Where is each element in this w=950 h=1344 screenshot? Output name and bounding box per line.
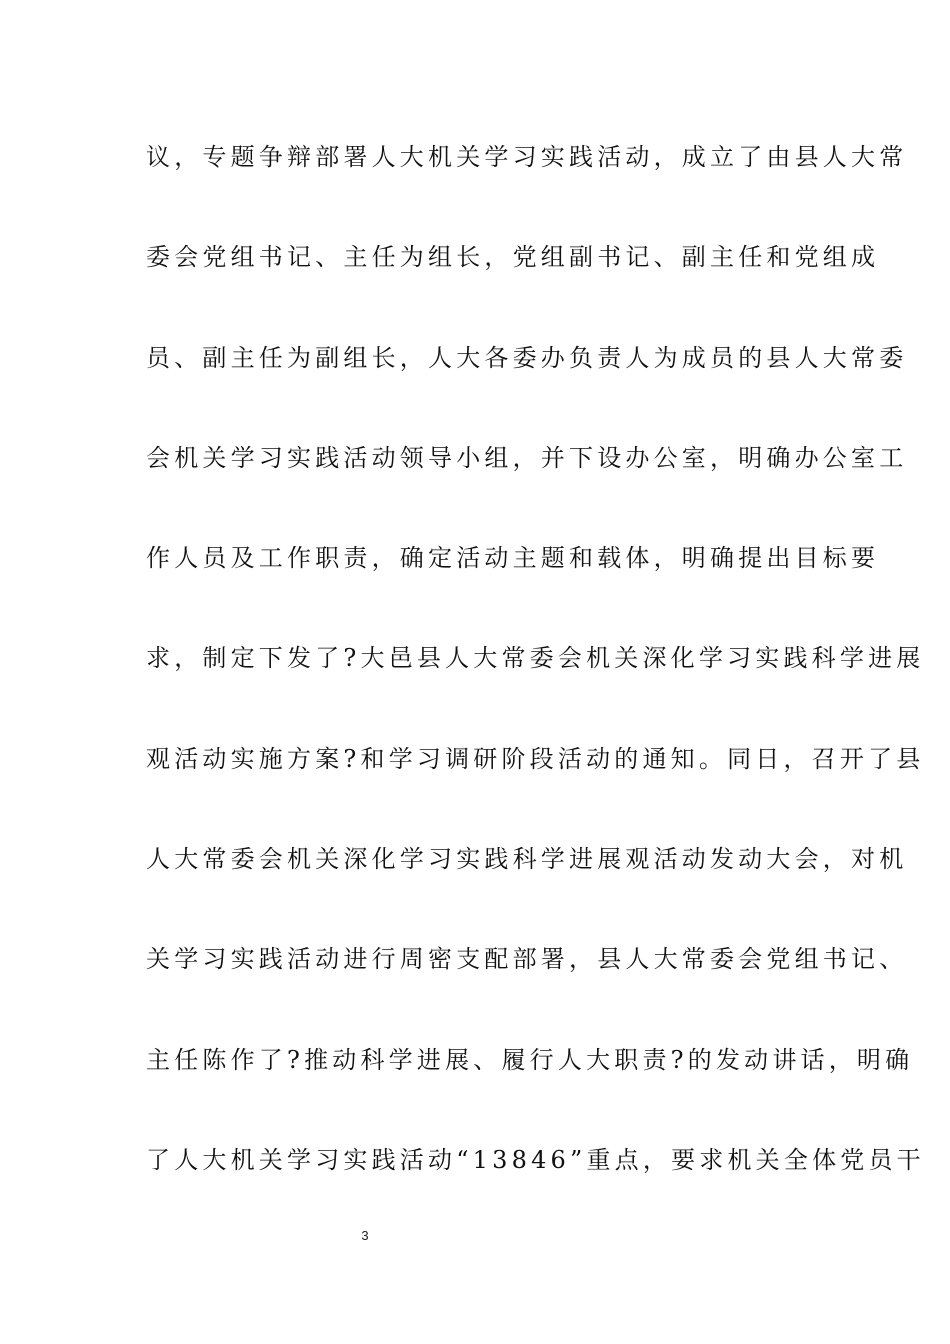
text-line-9: 关学习实践活动进行周密支配部署，县人大常委会党组书记、	[146, 945, 908, 974]
text-line-1: 议，专题争辩部署人大机关学习实践活动，成立了由县人大常	[146, 143, 908, 171]
body-text	[146, 132, 925, 1235]
text-line-8: 人大常委会机关深化学习实践科学进展观活动发动大会，对机	[146, 845, 908, 874]
page-number: 3	[361, 1228, 369, 1243]
text-line-5: 作人员及工作职责，确定活动主题和载体，明确提出目标要	[146, 544, 880, 573]
text-line-6: 求，制定下发了?大邑县人大常委会机关深化学习实践科学进展	[146, 644, 925, 673]
text-line-3: 员、副主任为副组长，人大各委办负责人为成员的县人大常委	[146, 343, 908, 372]
text-line-10: 主任陈作了?推动科学进展、履行人大职责?的发动讲话，明确	[146, 1045, 914, 1074]
text-line-11: 了人大机关学习实践活动“13846”重点，要求机关全体党员干	[146, 1145, 925, 1174]
text-line-2: 委会党组书记、主任为组长，党组副书记、副主任和党组成	[146, 243, 880, 272]
text-line-4: 会机关学习实践活动领导小组，并下设办公室，明确办公室工	[146, 443, 908, 472]
text-line-7: 观活动实施方案?和学习调研阶段活动的通知。同日，召开了县	[146, 744, 925, 773]
